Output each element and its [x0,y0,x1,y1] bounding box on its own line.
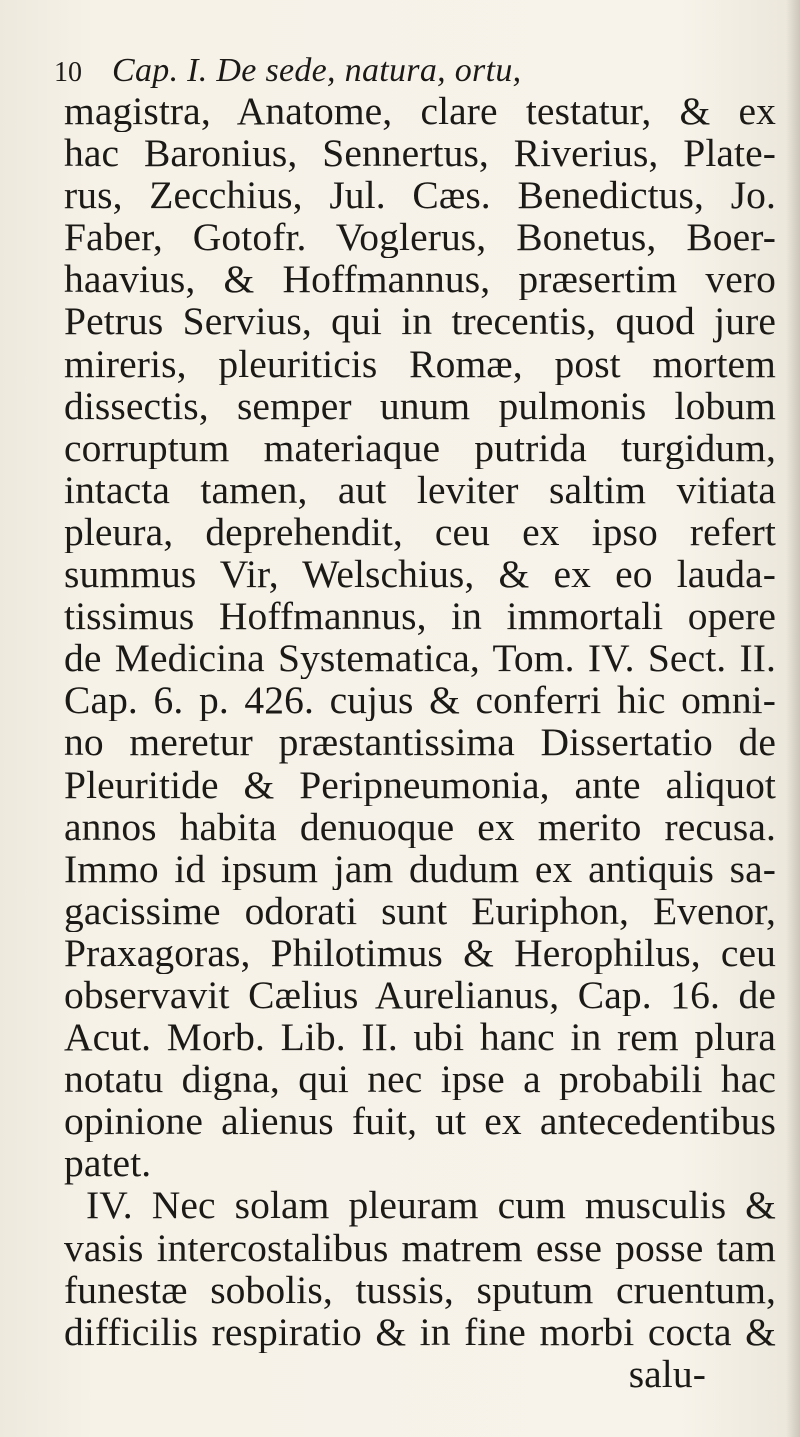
text-line: haavius, & Hoffmannus, præsertim vero [64,258,776,301]
running-head [54,52,521,90]
page-edge-shadow [786,0,800,1437]
text-line: dissectis, semper unum pulmonis lobum [64,384,776,427]
text-line: Faber, Gotofr. Voglerus, Bonetus, Boer- [64,216,776,259]
text-line: gacissime odorati sunt Euriphon, Evenor, [64,889,776,932]
text-line: Cap. 6. p. 426. cujus & conferri hic omni- [64,679,776,722]
text-line: annos habita denuoque ex merito recusa. [64,805,776,848]
text-line: Pleuritide & Peripneumonia, ante aliquot [64,763,776,806]
body-text [64,90,776,1395]
text-line: observavit Cælius Aurelianus, Cap. 16. de [64,973,776,1017]
text-line: no meretur præstantissima Dissertatio de [64,721,776,764]
text-line: notatu digna, qui nec ipse a probabili hac [64,1058,776,1101]
text-line: opinione alienus fuit, ut ex antecedentibus [64,1100,776,1143]
running-title: Cap. I. De sede, natura, ortu, [112,52,522,89]
text-line: Immo id ipsum jam dudum ex antiquis sa- [64,847,776,890]
text-line: patet. [64,1141,152,1186]
catchword: salu- [628,1351,706,1396]
text-line: tissimus Hoffmannus, in immortali opere [64,595,776,638]
text-line: hac Baronius, Sennertus, Riverius, Plate- [64,132,776,175]
text-line: vasis intercostalibus matrem esse posse tam [64,1226,776,1269]
text-line: pleura, deprehendit, ceu ex ipso refert [64,510,776,554]
text-line: Praxagoras, Philotimus & Herophilus, ceu [64,931,776,974]
text-line: summus Vir, Welschius, & ex eo lauda- [64,553,776,596]
text-line: difficilis respiratio & in fine morbi cocta & [64,1310,776,1353]
page-number: 10 [54,57,82,88]
text-line: intacta tamen, aut leviter saltim vitiata [64,468,776,511]
text-line: rus, Zecchius, Jul. Cæs. Benedictus, Jo. [64,174,776,217]
section-heading-line: IV. Nec solam pleuram cum musculis & [86,1184,776,1227]
text-line: Acut. Morb. Lib. II. ubi hanc in rem plura [64,1016,776,1059]
text-line: mireris, pleuriticis Romæ, post mortem [64,342,776,385]
text-line: magistra, Anatome, clare testatur, & ex [64,90,776,133]
text-line: de Medicina Systematica, Tom. IV. Sect. II. [64,637,776,680]
text-line: funestæ sobolis, tussis, sputum cruentum, [64,1268,776,1311]
text-line: Petrus Servius, qui in trecentis, quod jure [64,300,776,343]
text-line: corruptum materiaque putrida turgidum, [64,426,776,469]
